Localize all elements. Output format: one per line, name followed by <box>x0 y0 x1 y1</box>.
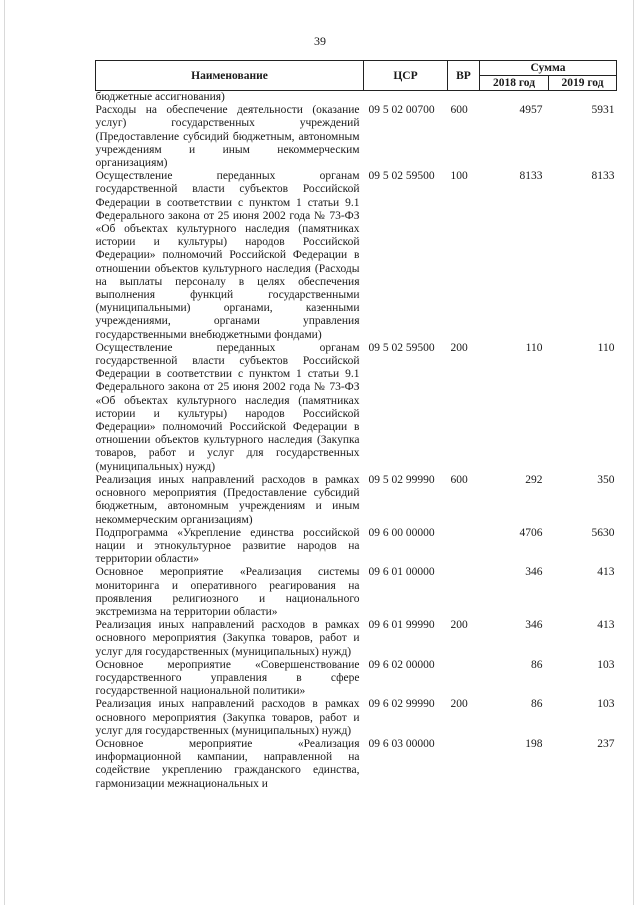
header-csr: ЦСР <box>364 61 448 91</box>
page-number: 39 <box>314 34 326 48</box>
row-vr-code <box>448 566 480 619</box>
header-name: Наименование <box>96 61 364 91</box>
row-name: Основное мероприятие «Реализация информационной кампании, направленной на содействие укреплению гражданского единства, гармонизации межнациональных и <box>95 737 360 790</box>
row-amount-2019 <box>549 91 617 105</box>
row-amount-2019: 5630 <box>591 526 615 539</box>
row-amount-2019: 110 <box>597 341 615 354</box>
row-amount-2019: 103 <box>597 698 615 711</box>
row-csr-code: 09 6 03 00000 <box>368 737 435 750</box>
header-year-2019: 2019 год <box>549 76 617 91</box>
row-amount-2018: 86 <box>531 658 543 671</box>
table-row <box>96 659 617 699</box>
row-amount-2018: 4957 <box>519 104 543 117</box>
row-vr-code: 600 <box>450 104 468 117</box>
row-name: Подпрограмма «Укрепление единства российской нации и этнокультурное развитие народов на территории области» <box>95 526 360 566</box>
row-amount-2019: 350 <box>597 473 615 486</box>
row-amount-2018: 346 <box>525 566 543 579</box>
row-csr-code: 09 6 02 99990 <box>368 698 435 711</box>
row-amount-2019: 8133 <box>591 170 615 183</box>
row-vr-code <box>448 659 480 699</box>
scan-edge-right <box>633 0 634 905</box>
row-amount-2019: 413 <box>597 566 615 579</box>
table-row <box>96 170 617 342</box>
table-row <box>96 566 617 619</box>
table-row <box>96 474 617 527</box>
row-name: Реализация иных направлений расходов в рамках основного мероприятия (Закупка товаров, работ и услуг для государственных (муниципальных) нужд) <box>95 698 360 737</box>
table-row <box>96 738 617 791</box>
row-amount-2018: 86 <box>531 698 543 711</box>
row-csr-code: 09 6 01 00000 <box>368 566 435 579</box>
row-amount-2018: 198 <box>525 737 543 750</box>
row-name: Реализация иных направлений расходов в рамках основного мероприятия (Закупка товаров, работ и услуг для государственных (муниципальных) нужд) <box>95 619 360 658</box>
row-name: Осуществление переданных органам государственной власти субъектов Российской Федерации в соответствии с пунктом 1 статьи 9.1 Федерального закона от 25 июня 2002 года № 73-ФЗ «Об объектах культурного наследия (памятниках истории и культуры) народов Российской Федерации» полномочий Российской Федерации в отношении объектов культурного наследия (Закупка товаров, работ и услуг для государственных (муниципальных) нужд) <box>95 341 360 473</box>
table-row <box>96 698 617 738</box>
row-vr-code: 200 <box>450 341 468 354</box>
row-amount-2018 <box>480 91 549 105</box>
row-csr-code: 09 5 02 59500 <box>368 341 435 354</box>
row-vr-code <box>448 738 480 791</box>
row-amount-2019: 237 <box>597 737 615 750</box>
header-sum: Сумма <box>480 61 617 76</box>
row-amount-2018: 4706 <box>519 526 543 539</box>
budget-table <box>95 60 617 791</box>
row-name: бюджетные ассигнования) <box>95 91 225 103</box>
scan-edge-left <box>4 0 5 905</box>
header-vr: ВР <box>448 61 480 91</box>
row-name: Реализация иных направлений расходов в рамках основного мероприятия (Предоставление субсидий бюджетным, автономным учреждениям и иным некоммерческим организациям) <box>95 473 360 526</box>
row-name: Основное мероприятие «Совершенствование государственного управления в сфере государственной национальной политики» <box>95 658 360 698</box>
row-vr-code: 200 <box>450 619 468 632</box>
row-vr-code <box>448 91 480 105</box>
table-row <box>96 619 617 659</box>
row-csr-code: 09 5 02 59500 <box>368 170 435 183</box>
row-csr-code <box>364 91 448 105</box>
row-vr-code <box>448 527 480 567</box>
row-amount-2018: 8133 <box>519 170 543 183</box>
row-name: Расходы на обеспечение деятельности (оказание услуг) государственных учреждений (Предоставление субсидий бюджетным, автономным учреждениям и иным некоммерческим организациям) <box>95 104 360 170</box>
row-name: Основное мероприятие «Реализация системы мониторинга и оперативного реагирования на проявления религиозного и национального экстремизма на территории области» <box>95 566 360 618</box>
row-amount-2019: 413 <box>597 619 615 632</box>
row-name: Осуществление переданных органам государственной власти субъектов Российской Федерации в соответствии с пунктом 1 статьи 9.1 Федерального закона от 25 июня 2002 года № 73-ФЗ «Об объектах культурного наследия (памятниках истории и культуры) народов Российской Федерации» полномочий Российской Федерации в отношении объектов культурного наследия (Расходы на выплаты персоналу в целях обеспечения выполнения функций государственными (муниципальными) органами, казенными учреждениями, органами управления государственными внебюджетными фондами) <box>95 170 360 341</box>
row-amount-2018: 110 <box>525 341 543 354</box>
table-row <box>96 91 617 105</box>
row-csr-code: 09 5 02 99990 <box>368 473 435 486</box>
table-row <box>96 104 617 170</box>
row-csr-code: 09 6 02 00000 <box>368 658 435 671</box>
row-vr-code: 100 <box>450 170 468 183</box>
row-amount-2019: 5931 <box>591 104 615 117</box>
row-csr-code: 09 6 00 00000 <box>368 526 435 539</box>
row-amount-2018: 346 <box>525 619 543 632</box>
table-row <box>96 342 617 474</box>
table-row <box>96 527 617 567</box>
row-vr-code: 200 <box>450 698 468 711</box>
row-csr-code: 09 5 02 00700 <box>368 104 435 117</box>
table-header <box>96 61 617 91</box>
row-vr-code: 600 <box>450 473 468 486</box>
row-amount-2019: 103 <box>597 658 615 671</box>
header-year-2018: 2018 год <box>480 76 549 91</box>
row-amount-2018: 292 <box>525 473 543 486</box>
row-csr-code: 09 6 01 99990 <box>368 619 435 632</box>
table-body <box>96 91 617 791</box>
